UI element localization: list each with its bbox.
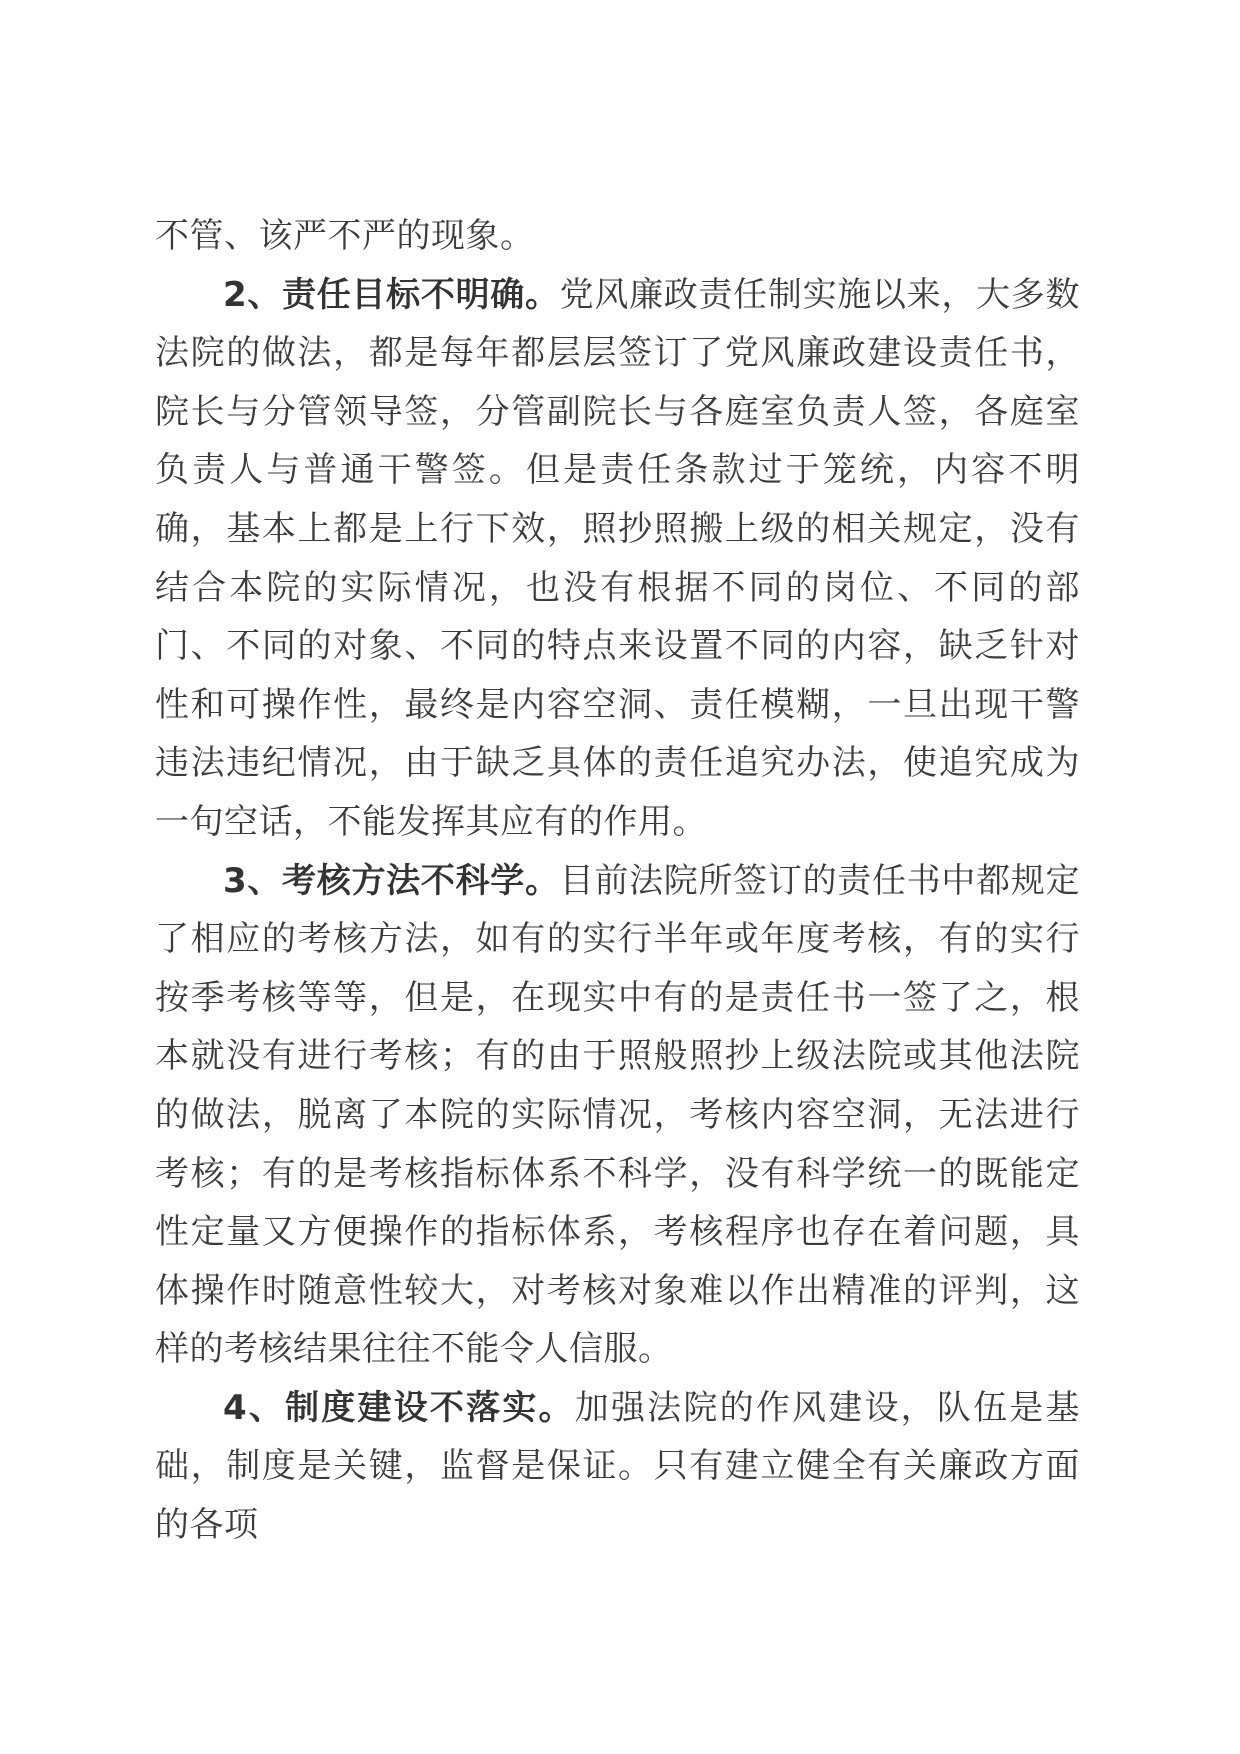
paragraph-assessment-methods	[155, 852, 1080, 1379]
paragraph-responsibility-goals	[155, 266, 1080, 852]
paragraph-body: 不管、该严不严的现象。	[155, 216, 535, 256]
paragraph-heading: 3、考核方法不科学。	[223, 860, 560, 901]
paragraph-continuation	[155, 207, 1080, 266]
paragraph-heading: 2、责任目标不明确。	[223, 274, 560, 315]
paragraph-heading: 4、制度建设不落实。	[223, 1387, 575, 1428]
paragraph-system-building	[155, 1379, 1080, 1555]
paragraph-body: 目前法院所签订的责任书中都规定了相应的考核方法，如有的实行半年或年度考核，有的实行按季考核等等，但是，在现实中有的是责任书一签了之，根本就没有进行考核；有的由于照般照抄上级法院或其他法院的做法，脱离了本院的实际情况，考核内容空洞，无法进行考核；有的是考核指标体系不科学，没有科学统一的既能定性定量又方便操作的指标体系，考核程序也存在着问题，具体操作时随意性较大，对考核对象难以作出精准的评判，这样的考核结果往往不能令人信服。	[155, 860, 1080, 1370]
document-page	[155, 207, 1080, 1555]
paragraph-body: 加强法院的作风建设，队伍是基础，制度是关键，监督是保证。只有建立健全有关廉政方面的各项	[155, 1387, 1080, 1546]
paragraph-body: 党风廉政责任制实施以来，大多数法院的做法，都是每年都层层签订了党风廉政建设责任书，院长与分管领导签，分管副院长与各庭室负责人签，各庭室负责人与普通干警签。但是责任条款过于笼统，内容不明确，基本上都是上行下效，照抄照搬上级的相关规定，没有结合本院的实际情况，也没有根据不同的岗位、不同的部门、不同的对象、不同的特点来设置不同的内容，缺乏针对性和可操作性，最终是内容空洞、责任模糊，一旦出现干警违法违纪情况，由于缺乏具体的责任追究办法，使追究成为一句空话，不能发挥其应有的作用。	[155, 274, 1080, 842]
